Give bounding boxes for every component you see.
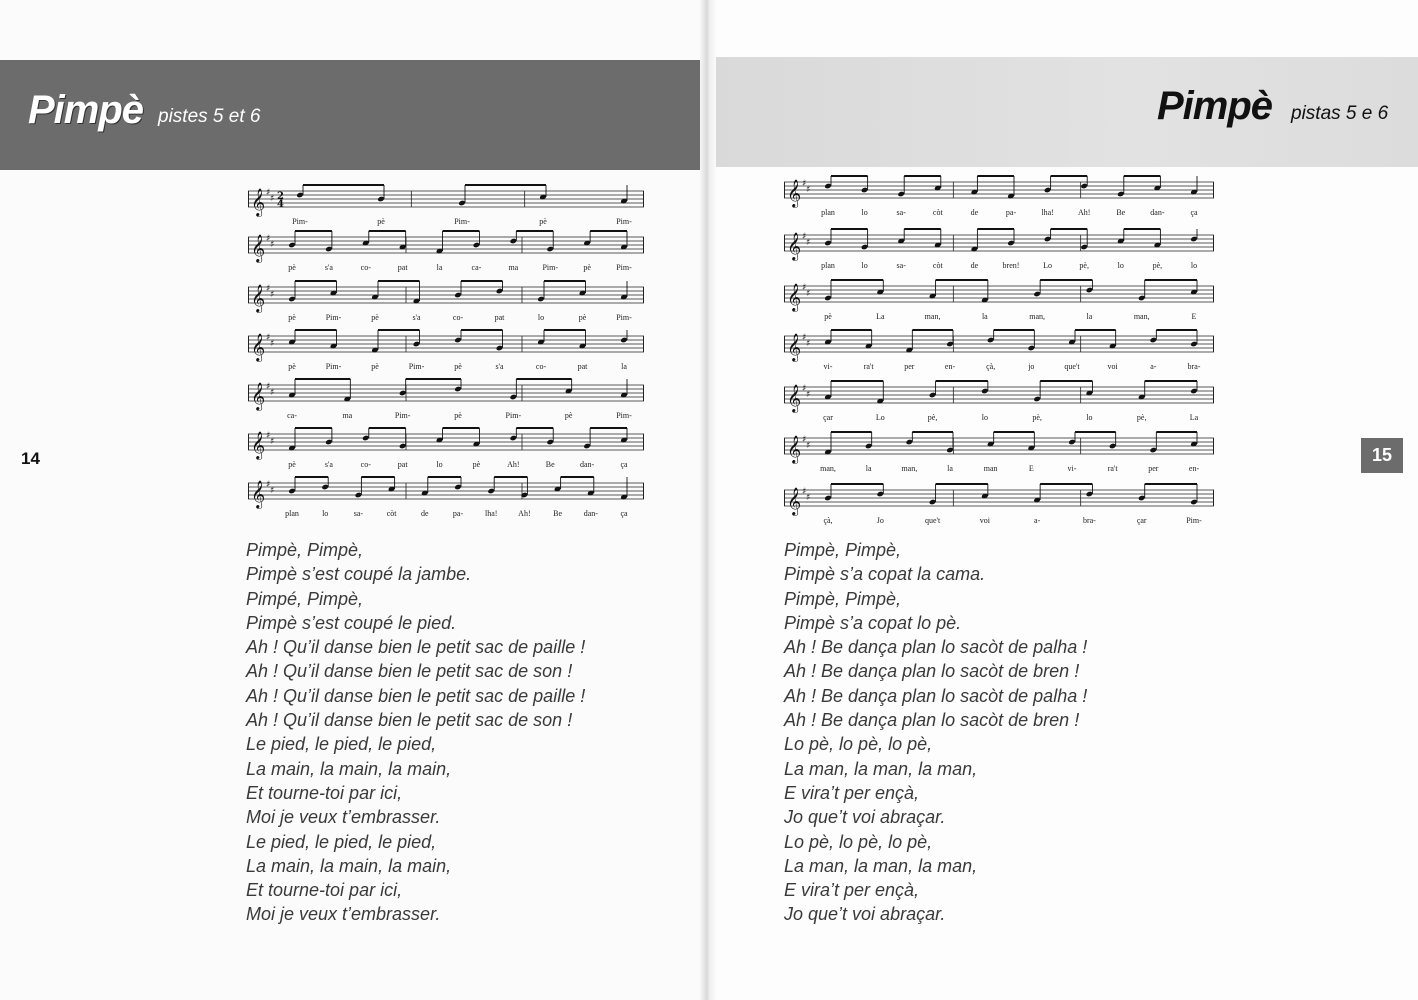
lyric-syllable: Ah! <box>1077 208 1091 217</box>
lyric-syllable: Ah! <box>507 460 520 469</box>
svg-text:♯: ♯ <box>270 339 275 349</box>
lyric-syllable: co- <box>360 263 371 272</box>
lyric-syllable: dan- <box>583 509 598 518</box>
lyric-syllable: sa- <box>896 208 906 217</box>
lyric-syllable: voi <box>1107 362 1118 371</box>
staff-system <box>248 185 644 229</box>
lyric-syllable: pè, <box>1032 413 1042 422</box>
lyric-syllable: lha! <box>484 509 498 518</box>
page-number: 15 <box>1361 438 1403 473</box>
svg-text:♯: ♯ <box>266 480 271 490</box>
lyric-syllable: bra- <box>1187 362 1201 371</box>
lyric-syllable: pè <box>288 313 296 322</box>
lyric-syllable: Pim- <box>325 362 342 371</box>
lyric-syllable: Pim- <box>454 217 470 226</box>
lyric-syllable: còt <box>386 509 397 518</box>
lyric-syllable: lo <box>1086 413 1093 422</box>
svg-text:♯: ♯ <box>806 441 811 451</box>
lyric-syllable: pè <box>454 362 462 371</box>
lyric-syllable: La <box>1189 413 1199 422</box>
treble-clef-icon: 𝄞 <box>251 431 266 459</box>
lyrics-block <box>246 538 585 927</box>
lyric-syllable: lo <box>861 208 868 217</box>
lyric-syllable: ca- <box>287 411 297 420</box>
lyric-syllable: Lo <box>1043 261 1053 270</box>
treble-clef-icon: 𝄞 <box>787 435 802 463</box>
lyric-line: Ah ! Qu’il danse bien le petit sac de paille ! <box>246 685 586 706</box>
lyric-syllable: Lo <box>875 413 885 422</box>
treble-clef-icon: 𝄞 <box>251 333 266 361</box>
lyric-line: Pimpè, Pimpè, <box>784 540 902 560</box>
svg-text:♯: ♯ <box>802 333 807 343</box>
lyric-syllable: Jo <box>876 516 884 525</box>
lyric-syllable: pat <box>494 313 505 322</box>
lyric-syllable: pè <box>371 362 379 371</box>
lyric-syllable: plan <box>821 261 835 270</box>
svg-text:♯: ♯ <box>266 382 271 392</box>
lyric-syllable: la <box>947 464 953 473</box>
lyric-syllable: Ah! <box>518 509 531 518</box>
lyric-syllable: pè, <box>1079 261 1089 270</box>
staff-system <box>784 381 1214 425</box>
lyric-syllable: plan <box>821 208 835 217</box>
lyric-syllable: lo <box>436 460 443 469</box>
lyric-syllable: s'a <box>324 460 333 469</box>
svg-text:♯: ♯ <box>270 388 275 398</box>
lyric-syllable: a- <box>1150 362 1157 371</box>
lyric-syllable: man, <box>1133 312 1150 321</box>
treble-clef-icon: 𝄞 <box>787 384 802 412</box>
lyric-syllable: pè <box>371 313 379 322</box>
lyric-line: Pimpé, Pimpè, <box>246 588 364 609</box>
lyric-syllable: Be <box>553 509 563 518</box>
right-page <box>709 0 1418 1000</box>
lyric-syllable: bra- <box>1082 516 1096 525</box>
time-signature-top: 2 <box>277 191 284 202</box>
lyric-syllable: pè <box>539 217 547 226</box>
lyric-syllable: la <box>1086 312 1093 321</box>
treble-clef-icon: 𝄞 <box>251 234 266 262</box>
lyric-syllable: Pim- <box>325 313 342 322</box>
lyric-line: Pimpè s’est coupé la jambe. <box>246 564 472 585</box>
lyric-syllable: lo <box>981 413 988 422</box>
svg-text:♯: ♯ <box>806 339 811 349</box>
lyric-syllable: la <box>981 312 988 321</box>
lyric-syllable: çar <box>1136 516 1147 525</box>
lyric-line: Pimpè s’a copat lo pè. <box>784 612 962 633</box>
staff-system <box>248 477 644 521</box>
staff-system <box>784 330 1214 374</box>
lyric-syllable: de <box>421 509 429 518</box>
lyric-syllable: Pim- <box>616 313 632 322</box>
lyric-syllable: la <box>865 464 872 473</box>
lyric-syllable: vi- <box>823 362 833 371</box>
svg-text:♯: ♯ <box>806 493 811 503</box>
lyric-syllable: ca- <box>471 263 482 272</box>
svg-text:♯: ♯ <box>266 284 271 294</box>
lyric-syllable: Pim- <box>616 263 632 272</box>
staff-system <box>784 176 1214 220</box>
lyric-syllable: Pim- <box>542 263 559 272</box>
lyric-syllable: ra't <box>863 362 874 371</box>
lyric-line: E vira’t per ençà, <box>784 782 920 803</box>
page-title: Pimpè <box>28 88 144 132</box>
treble-clef-icon: 𝄞 <box>251 480 266 508</box>
lyric-syllable: lo <box>1190 261 1198 270</box>
lyric-syllable: lo <box>861 261 868 270</box>
lyric-syllable: pa- <box>1005 208 1017 217</box>
staff-system <box>248 330 644 374</box>
lyric-syllable: lha! <box>1041 208 1054 217</box>
svg-text:♯: ♯ <box>270 194 275 204</box>
lyric-line: La man, la man, la man, <box>784 855 978 876</box>
lyric-line: Ah ! Be dança plan lo sacòt de palha ! <box>784 637 1088 658</box>
staff-system <box>248 428 644 472</box>
lyric-syllable: s'a <box>412 313 421 322</box>
staff-system <box>784 432 1214 476</box>
lyric-syllable: còt <box>932 208 943 217</box>
lyric-syllable: pè <box>578 313 587 322</box>
lyric-line: Jo que’t voi abraçar. <box>784 904 946 925</box>
lyric-line: La main, la main, la main, <box>246 758 452 779</box>
treble-clef-icon: 𝄞 <box>251 382 266 410</box>
lyric-syllable: ça <box>620 460 628 469</box>
lyric-line: Et tourne-toi par ici, <box>246 782 403 803</box>
lyric-syllable: per <box>1148 464 1159 473</box>
lyric-syllable: pè, <box>1136 413 1147 422</box>
lyric-syllable: La <box>876 312 885 321</box>
lyric-line: Pimpè s’est coupé le pied. <box>246 612 457 633</box>
lyric-syllable: ma <box>508 263 519 272</box>
svg-text:♯: ♯ <box>270 290 275 300</box>
lyric-syllable: pè <box>288 460 296 469</box>
lyric-syllable: pat <box>577 362 588 371</box>
lyric-syllable: ma <box>342 411 353 420</box>
lyric-syllable: s'a <box>324 263 333 272</box>
lyric-line: Ah ! Qu’il danse bien le petit sac de son ! <box>246 661 573 682</box>
lyric-syllable: pè <box>288 362 296 371</box>
lyric-syllable: per <box>904 362 915 371</box>
lyric-line: Ah ! Qu’il danse bien le petit sac de paille ! <box>246 637 586 658</box>
lyric-syllable: ça <box>1190 208 1198 217</box>
lyric-syllable: Be <box>545 460 555 469</box>
lyric-syllable: pè <box>564 411 573 420</box>
svg-text:♯: ♯ <box>802 179 807 189</box>
lyric-syllable: Be <box>1116 208 1126 217</box>
lyric-syllable: E <box>1191 312 1197 321</box>
svg-text:♯: ♯ <box>806 185 811 195</box>
lyric-line: La man, la man, la man, <box>784 758 978 779</box>
lyric-syllable: sa- <box>896 261 906 270</box>
lyrics-block <box>784 538 1087 927</box>
staff-system <box>784 484 1214 528</box>
lyric-line: Le pied, le pied, le pied, <box>246 734 437 755</box>
lyric-syllable: pè, <box>927 413 938 422</box>
lyric-syllable: pat <box>397 263 408 272</box>
lyric-syllable: lo <box>322 509 329 518</box>
lyric-syllable: co- <box>535 362 547 371</box>
lyric-line: Lo pè, lo pè, lo pè, <box>784 831 933 852</box>
svg-text:♯: ♯ <box>266 188 271 198</box>
page-subtitle: pistes 5 et 6 <box>158 106 261 127</box>
lyric-syllable: Pim- <box>1186 516 1202 525</box>
lyric-syllable: en- <box>944 362 956 371</box>
svg-text:♯: ♯ <box>270 486 275 496</box>
svg-text:♯: ♯ <box>266 234 271 244</box>
time-signature-bottom: 4 <box>277 199 284 210</box>
staff-system <box>248 379 644 423</box>
lyric-syllable: que't <box>1064 362 1080 371</box>
lyric-line: Ah ! Be dança plan lo sacòt de palha ! <box>784 685 1088 706</box>
lyric-syllable: pè <box>472 460 481 469</box>
lyric-syllable: pè <box>583 263 591 272</box>
lyric-syllable: bren! <box>1002 261 1020 270</box>
lyric-syllable: çà, <box>986 362 996 371</box>
page-subtitle: pistas 5 e 6 <box>1291 103 1389 124</box>
lyric-syllable: que't <box>924 516 941 525</box>
lyric-syllable: E <box>1028 464 1034 473</box>
lyric-syllable: de <box>970 261 979 270</box>
lyric-syllable: s'a <box>495 362 504 371</box>
treble-clef-icon: 𝄞 <box>787 333 802 361</box>
lyric-syllable: man <box>983 464 998 473</box>
lyric-line: E vira’t per ençà, <box>784 880 920 901</box>
lyric-syllable: lo <box>537 313 545 322</box>
lyric-line: Pimpè, Pimpè, <box>246 540 364 560</box>
lyric-line: Pimpè s’a copat la cama. <box>784 564 986 585</box>
page-title: Pimpè <box>1157 84 1273 128</box>
svg-text:♯: ♯ <box>802 435 807 445</box>
svg-text:♯: ♯ <box>270 437 275 447</box>
svg-text:♯: ♯ <box>270 240 275 250</box>
lyric-syllable: Pim- <box>505 411 522 420</box>
lyric-syllable: vi- <box>1067 464 1077 473</box>
lyric-line: Ah ! Be dança plan lo sacòt de bren ! <box>784 661 1080 682</box>
lyric-syllable: la <box>621 362 627 371</box>
lyric-syllable: man, <box>901 464 918 473</box>
lyric-syllable: Pim- <box>616 411 632 420</box>
lyric-line: La main, la main, la main, <box>246 855 452 876</box>
lyric-syllable: voi <box>979 516 990 525</box>
lyric-syllable: pè <box>377 217 385 226</box>
lyric-syllable: dan- <box>1150 208 1165 217</box>
lyric-syllable: pat <box>397 460 408 469</box>
lyric-syllable: pè <box>454 411 462 420</box>
staff-system <box>248 281 644 325</box>
svg-text:♯: ♯ <box>806 390 811 400</box>
lyric-syllable: còt <box>932 261 943 270</box>
lyric-syllable: ça <box>620 509 628 518</box>
treble-clef-icon: 𝄞 <box>787 487 802 515</box>
lyric-syllable: ra't <box>1107 464 1118 473</box>
lyric-syllable: man, <box>924 312 941 321</box>
treble-clef-icon: 𝄞 <box>251 284 266 312</box>
lyric-line: Jo que’t voi abraçar. <box>784 807 946 828</box>
staff-system <box>784 280 1214 324</box>
lyric-syllable: co- <box>360 460 371 469</box>
lyric-line: Moi je veux t’embrasser. <box>246 904 441 925</box>
lyric-line: Lo pè, lo pè, lo pè, <box>784 734 933 755</box>
treble-clef-icon: 𝄞 <box>787 179 802 207</box>
lyric-line: Le pied, le pied, le pied, <box>246 831 437 852</box>
staff-system <box>784 229 1214 273</box>
treble-clef-icon: 𝄞 <box>787 232 802 260</box>
svg-text:♯: ♯ <box>266 431 271 441</box>
lyric-line: Moi je veux t’embrasser. <box>246 807 441 828</box>
lyric-line: Et tourne-toi par ici, <box>246 880 403 901</box>
book-gutter <box>700 0 716 1000</box>
svg-text:♯: ♯ <box>802 283 807 293</box>
lyric-syllable: Pim- <box>292 217 308 226</box>
svg-text:♯: ♯ <box>802 384 807 394</box>
lyric-syllable: Pim- <box>394 411 411 420</box>
lyric-syllable: çar <box>823 413 833 422</box>
lyric-syllable: a- <box>1034 516 1041 525</box>
lyric-syllable: co- <box>452 313 464 322</box>
svg-text:♯: ♯ <box>806 289 811 299</box>
lyric-syllable: pè, <box>1152 261 1163 270</box>
lyric-syllable: dan- <box>580 460 595 469</box>
svg-text:♯: ♯ <box>802 232 807 242</box>
lyric-syllable: Pim- <box>616 217 632 226</box>
lyric-syllable: sa- <box>353 509 364 518</box>
treble-clef-icon: 𝄞 <box>251 188 266 216</box>
svg-text:♯: ♯ <box>806 238 811 248</box>
lyric-line: Ah ! Qu’il danse bien le petit sac de son ! <box>246 710 573 731</box>
lyric-line: Ah ! Be dança plan lo sacòt de bren ! <box>784 710 1080 731</box>
lyric-syllable: Pim- <box>408 362 425 371</box>
lyric-syllable: jo <box>1028 362 1035 371</box>
lyric-syllable: plan <box>285 509 299 518</box>
lyric-syllable: pè <box>824 312 832 321</box>
lyric-syllable: pa- <box>452 509 464 518</box>
page-number: 14 <box>21 449 40 468</box>
lyric-syllable: man, <box>820 464 836 473</box>
svg-text:♯: ♯ <box>266 333 271 343</box>
lyric-syllable: çà, <box>823 516 833 525</box>
lyric-line: Pimpè, Pimpè, <box>784 588 902 609</box>
lyric-syllable: la <box>436 263 443 272</box>
lyric-syllable: man, <box>1029 312 1046 321</box>
staff-system <box>248 231 644 275</box>
lyric-syllable: lo <box>1117 261 1124 270</box>
lyric-syllable: de <box>970 208 979 217</box>
treble-clef-icon: 𝄞 <box>787 283 802 311</box>
svg-text:♯: ♯ <box>802 487 807 497</box>
lyric-syllable: pè <box>288 263 296 272</box>
lyric-syllable: en- <box>1188 464 1200 473</box>
